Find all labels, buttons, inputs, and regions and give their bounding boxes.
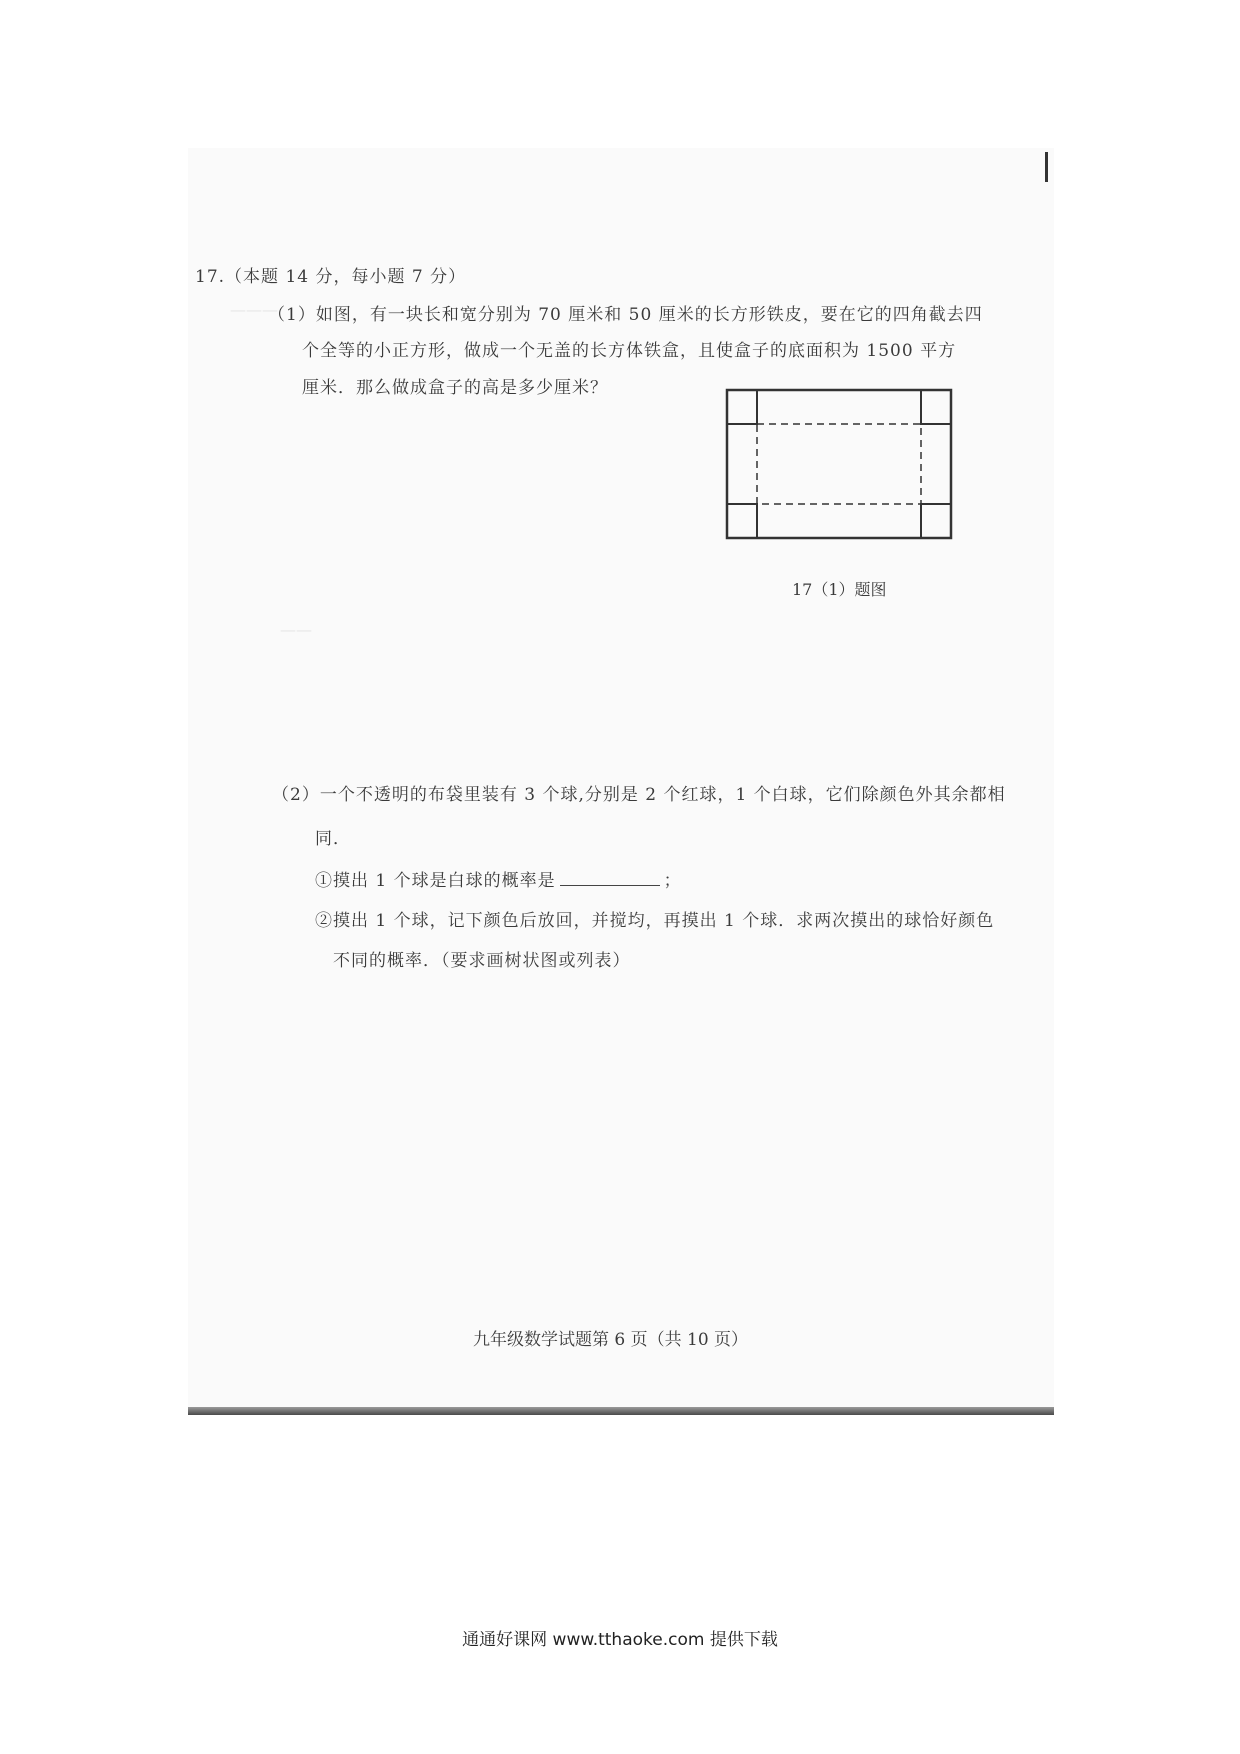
corner-square-top-left [727, 390, 757, 424]
margin-mark [1045, 152, 1048, 182]
bleed-through: ——— [230, 300, 278, 319]
fold-lines [757, 424, 921, 504]
question-17-header: 17.（本题 14 分，每小题 7 分） [195, 267, 467, 287]
page-number-footer: 九年级数学试题第 6 页（共 10 页） [473, 1330, 749, 1350]
q17-part2-line1: （2）一个不透明的布袋里装有 3 个球,分别是 2 个红球，1 个白球，它们除颜色外其余都相 [272, 785, 1006, 805]
q17-part2-line2: 同． [315, 829, 351, 849]
q17-part1-line1: （1）如图，有一块长和宽分别为 70 厘米和 50 厘米的长方形铁皮，要在它的四角截去四 [268, 305, 983, 325]
scan-shadow-edge [188, 1407, 1054, 1415]
q17-part2-sub2-line1: ②摸出 1 个球，记下颜色后放回，并搅均，再摸出 1 个球．求两次摸出的球恰好颜色 [315, 911, 995, 931]
bleed-through: —— [280, 620, 312, 639]
rectangle-sheet-figure [725, 388, 955, 543]
answer-blank [560, 871, 660, 886]
outer-rectangle [727, 390, 951, 538]
corner-square-top-right [921, 390, 951, 424]
q17-part2-sub2-line2: 不同的概率．（要求画树状图或列表） [333, 951, 631, 971]
site-footer: 通通好课网 www.tthaoke.com 提供下载 [462, 1630, 778, 1650]
sub1-punct: ； [663, 871, 682, 891]
q17-part1-line3: 厘米．那么做成盒子的高是多少厘米？ [302, 378, 608, 398]
q17-part1-line2: 个全等的小正方形，做成一个无盖的长方体铁盒，且使盒子的底面积为 1500 平方 [302, 341, 957, 361]
corner-square-bottom-left [727, 504, 757, 538]
sub1-text: ①摸出 1 个球是白球的概率是 [315, 871, 556, 891]
q17-part2-sub1 [315, 866, 682, 891]
corner-square-bottom-right [921, 504, 951, 538]
figure-caption: 17（1）题图 [792, 580, 887, 599]
